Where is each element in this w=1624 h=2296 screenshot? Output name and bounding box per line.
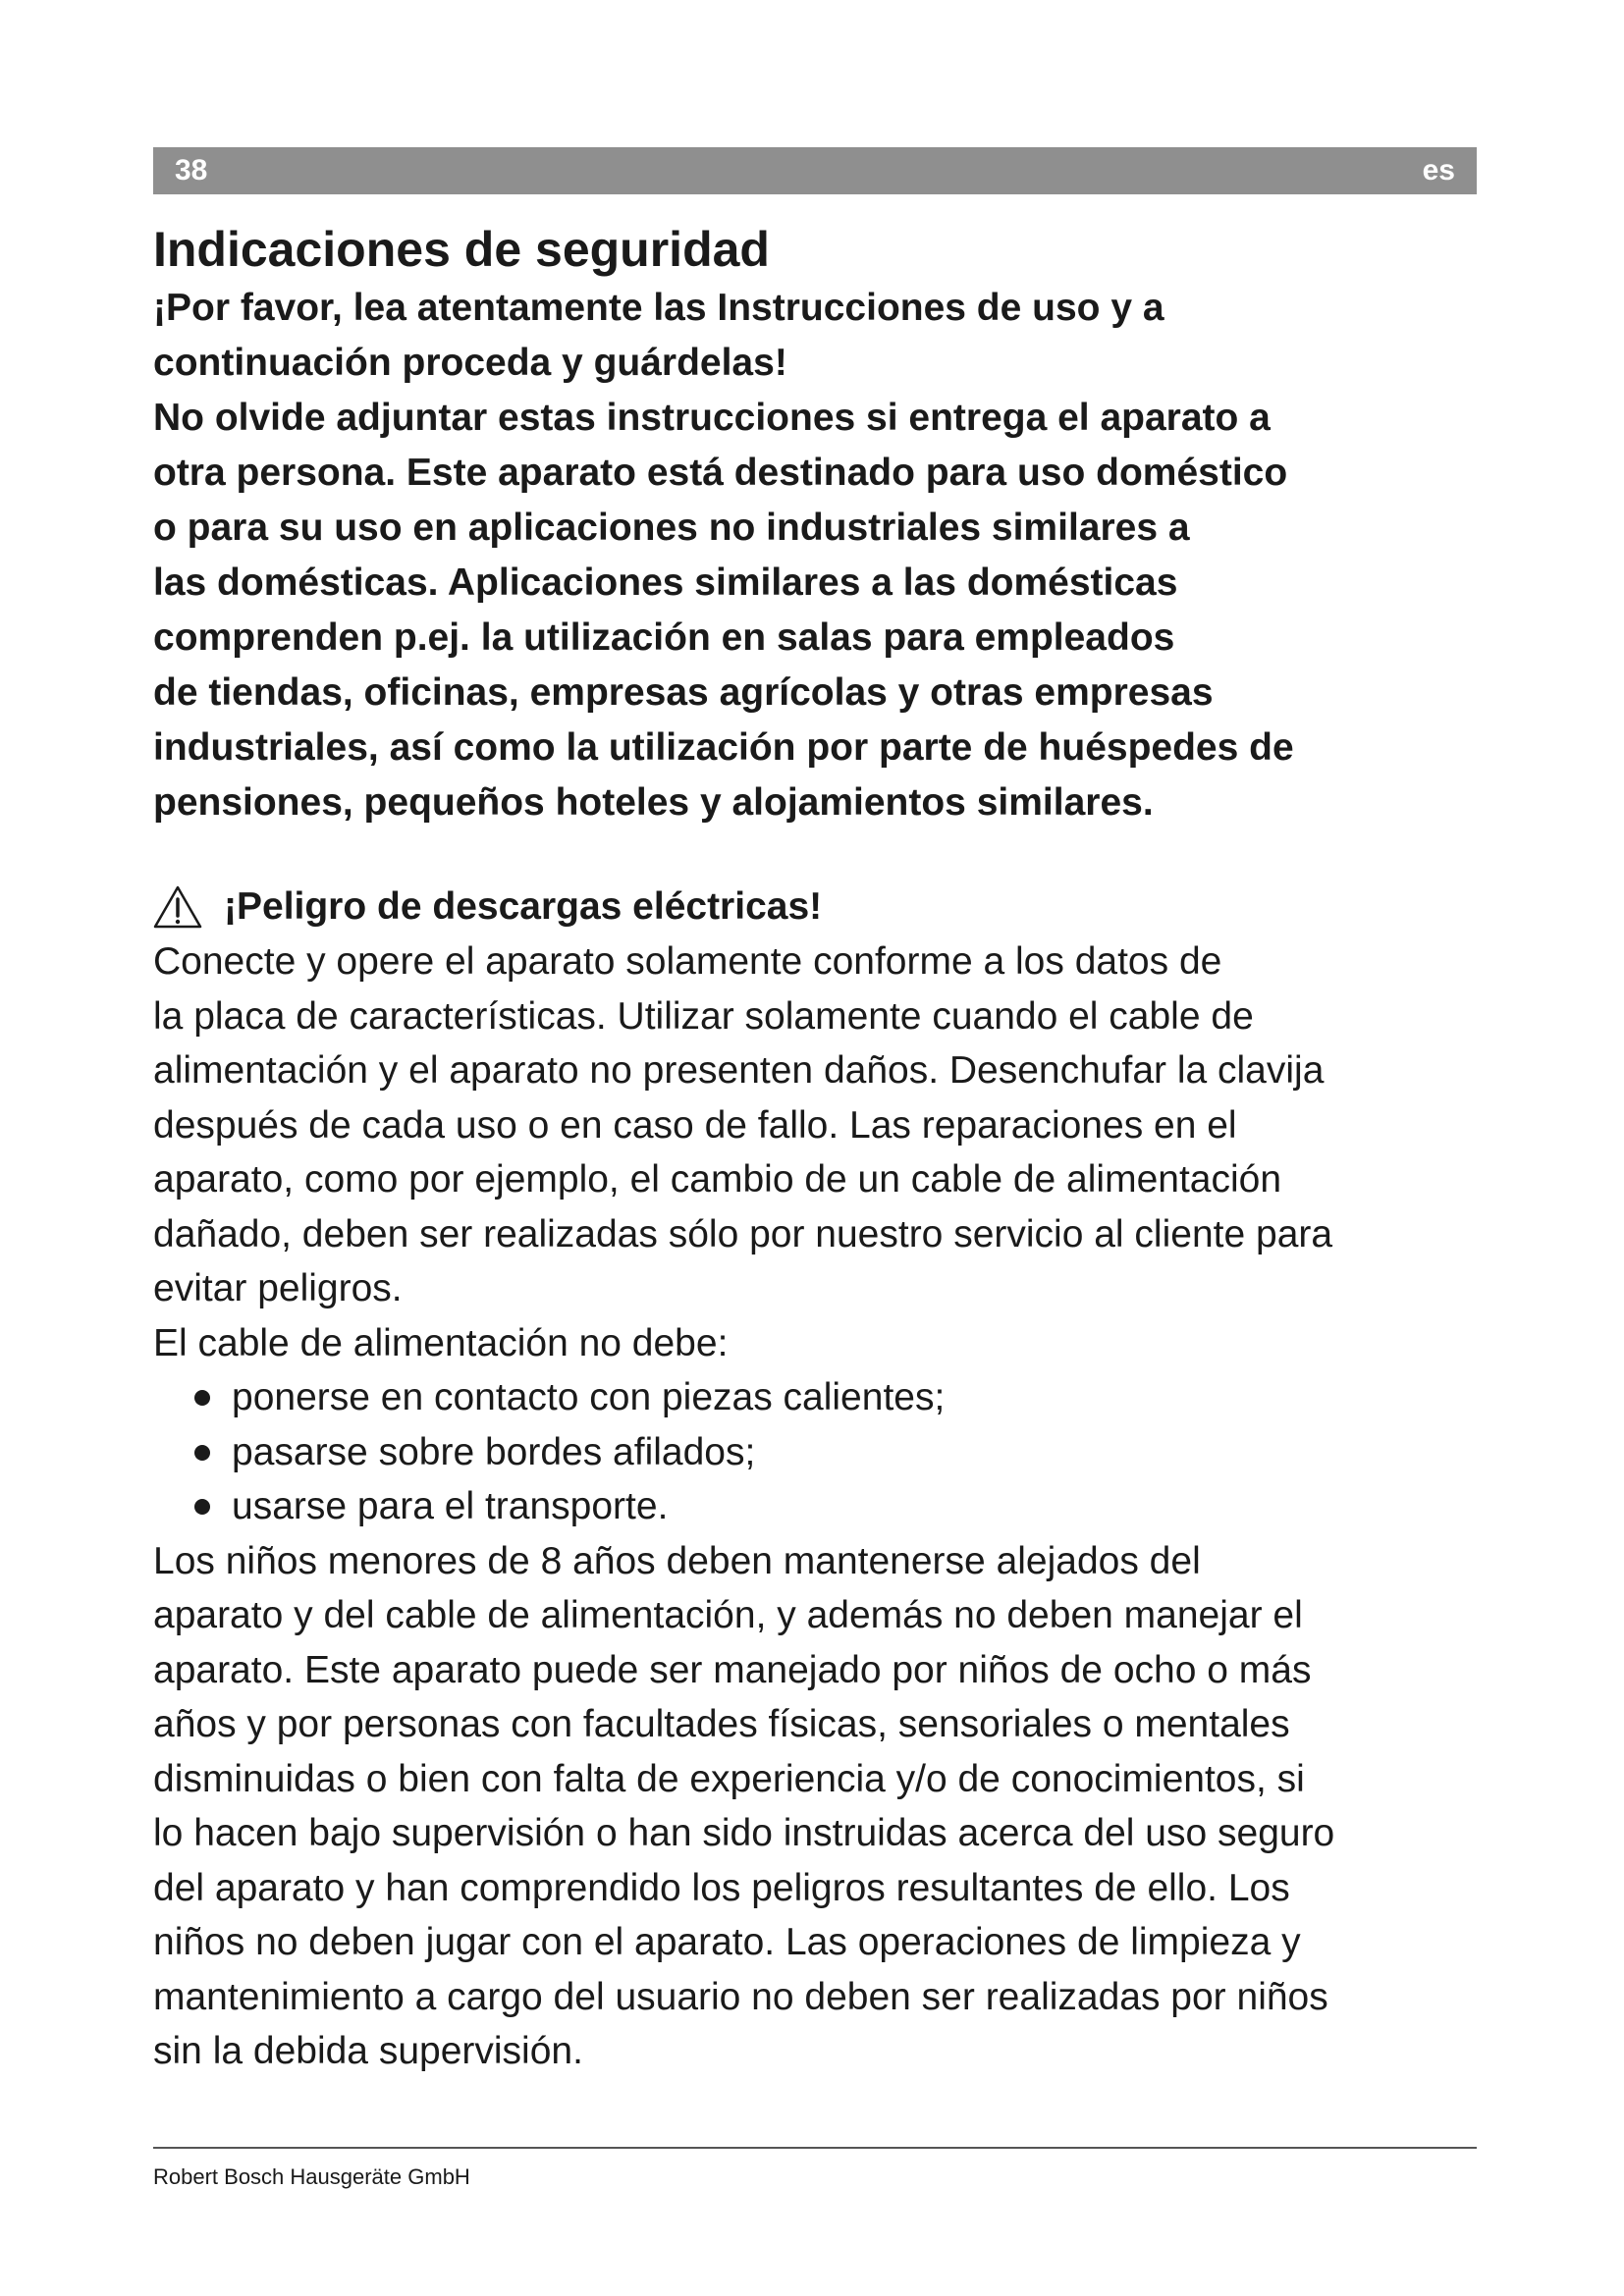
list-item — [194, 1479, 1479, 1534]
page-header-bar — [153, 147, 1477, 194]
cable-bullet-list — [153, 1370, 1479, 1534]
warning-heading — [153, 880, 1479, 934]
warning-triangle-icon — [153, 885, 202, 929]
body-line: sin la debida supervisión. — [153, 2030, 583, 2072]
bullet-dot-icon — [194, 1499, 210, 1515]
footer-company: Robert Bosch Hausgeräte GmbH — [153, 2164, 470, 2189]
intro-line: industriales, así como la utilización por parte de huéspedes de — [153, 726, 1294, 769]
list-item-text: usarse para el transporte. — [232, 1485, 669, 1527]
electrical-paragraph — [153, 934, 1479, 1316]
body-line: del aparato y han comprendido los peligros resultantes de ello. Los — [153, 1866, 1290, 1909]
page-content — [153, 218, 1479, 2079]
intro-line: otra persona. Este aparato está destinado para uso doméstico — [153, 452, 1288, 494]
body-line: aparato. Este aparato puede ser manejado por niños de ocho o más — [153, 1648, 1312, 1691]
intro-paragraph — [153, 281, 1479, 830]
page-number: 38 — [175, 154, 208, 187]
body-line: mantenimiento a cargo del usuario no deben ser realizadas por niños — [153, 1975, 1328, 2018]
body-line: niños no deben jugar con el aparato. Las operaciones de limpieza y — [153, 1921, 1301, 1963]
body-line: después de cada uso o en caso de fallo. Las reparaciones en el — [153, 1103, 1237, 1147]
footer-divider — [153, 2147, 1477, 2149]
intro-line: de tiendas, oficinas, empresas agrícolas y otras empresas — [153, 671, 1214, 714]
intro-line: No olvide adjuntar estas instrucciones si entrega el aparato a — [153, 397, 1271, 439]
cable-intro: El cable de alimentación no debe: — [153, 1321, 729, 1364]
intro-line: pensiones, pequeños hoteles y alojamientos similares. — [153, 781, 1154, 824]
intro-line: las domésticas. Aplicaciones similares a las domésticas — [153, 561, 1178, 604]
list-item — [194, 1425, 1479, 1480]
intro-line: ¡Por favor, lea atentamente las Instrucciones de uso y a — [153, 287, 1164, 329]
section-title: Indicaciones de seguridad — [153, 222, 770, 277]
list-item-text: ponerse en contacto con piezas calientes; — [232, 1376, 946, 1418]
body-line: disminuidas o bien con falta de experiencia y/o de conocimientos, si — [153, 1757, 1305, 1800]
body-line: años y por personas con facultades físicas, sensoriales o mentales — [153, 1703, 1290, 1745]
intro-line: o para su uso en aplicaciones no industriales similares a — [153, 507, 1190, 549]
body-line: Conecte y opere el aparato solamente conforme a los datos de — [153, 940, 1222, 983]
body-line: Los niños menores de 8 años deben mantenerse alejados del — [153, 1539, 1201, 1582]
body-line: alimentación y el aparato no presenten daños. Desenchufar la clavija — [153, 1049, 1325, 1092]
body-line: dañado, deben ser realizadas sólo por nuestro servicio al cliente para — [153, 1212, 1333, 1255]
body-line: aparato, como por ejemplo, el cambio de un cable de alimentación — [153, 1158, 1282, 1201]
intro-line: continuación proceda y guárdelas! — [153, 342, 787, 384]
children-paragraph — [153, 1534, 1479, 2079]
list-item — [194, 1370, 1479, 1425]
warning-heading-text: ¡Peligro de descargas eléctricas! — [224, 885, 823, 928]
body-line: lo hacen bajo supervisión o han sido instruidas acerca del uso seguro — [153, 1812, 1335, 1854]
body-line: aparato y del cable de alimentación, y además no deben manejar el — [153, 1594, 1303, 1636]
body-line: evitar peligros. — [153, 1267, 403, 1309]
body-line: la placa de características. Utilizar solamente cuando el cable de — [153, 994, 1254, 1038]
intro-line: comprenden p.ej. la utilización en salas para empleados — [153, 616, 1175, 659]
bullet-dot-icon — [194, 1390, 210, 1406]
bullet-dot-icon — [194, 1445, 210, 1461]
language-code: es — [1422, 154, 1455, 187]
list-item-text: pasarse sobre bordes afilados; — [232, 1430, 756, 1473]
